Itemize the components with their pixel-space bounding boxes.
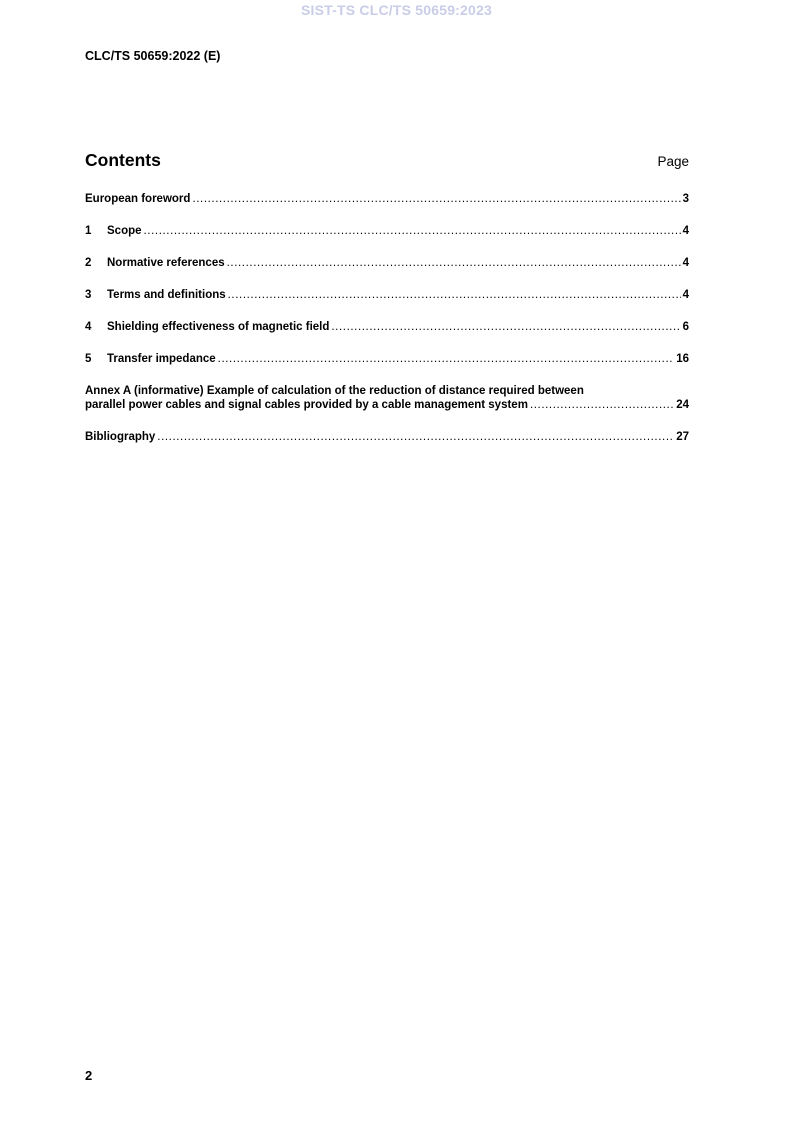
toc-entry-transfer-impedance[interactable] [85,352,689,366]
page-number: 2 [85,1068,93,1083]
toc-entry-page: 3 [682,193,689,205]
contents-header [85,150,689,171]
toc-entry-annex-a[interactable] [85,384,689,412]
toc-leader-dots [228,288,681,302]
toc-entry-number: 2 [85,257,92,269]
toc-entry-scope[interactable] [85,224,689,238]
toc-entry-number: 1 [85,225,92,237]
toc-leader-dots [157,430,674,444]
toc-entry-shielding-effectiveness[interactable] [85,320,689,334]
toc-entry-normative-references[interactable] [85,256,689,270]
toc-entry-title: Bibliography [85,431,156,443]
toc-leader-dots [192,192,680,206]
toc-leader-dots [530,398,674,412]
document-id: CLC/TS 50659:2022 (E) [85,49,221,63]
toc-entry-page: 4 [682,289,689,301]
toc-entry-european-foreword[interactable] [85,192,689,206]
toc-entry-title: European foreword [85,193,191,205]
toc-entry-page: 4 [682,257,689,269]
toc-entry-title: Shielding effectiveness of magnetic field [107,321,330,333]
toc-entry-title: Normative references [107,257,225,269]
toc-entry-page: 16 [676,353,689,365]
toc-entry-title-line2: parallel power cables and signal cables provided by a cable management system [85,399,528,411]
contents-title: Contents [85,150,161,170]
table-of-contents [85,192,689,462]
toc-entry-title: Transfer impedance [107,353,216,365]
toc-entry-page: 24 [676,399,689,411]
toc-entry-number: 5 [85,353,92,365]
page-column-label: Page [657,154,689,169]
watermark: SIST-TS CLC/TS 50659:2023 [301,2,492,18]
toc-entry-title: Scope [107,225,142,237]
toc-entry-page: 6 [682,321,689,333]
toc-entry-title-line1: Annex A (informative) Example of calculation of the reduction of distance required between [85,385,584,397]
toc-leader-dots [144,224,681,238]
toc-entry-page: 27 [676,431,689,443]
toc-entry-number: 3 [85,289,92,301]
toc-entry-bibliography[interactable] [85,430,689,444]
toc-leader-dots [227,256,681,270]
toc-entry-title: Terms and definitions [107,289,226,301]
toc-entry-terms-and-definitions[interactable] [85,288,689,302]
toc-entry-page: 4 [682,225,689,237]
toc-leader-dots [331,320,680,334]
toc-leader-dots [218,352,675,366]
toc-entry-number: 4 [85,321,92,333]
